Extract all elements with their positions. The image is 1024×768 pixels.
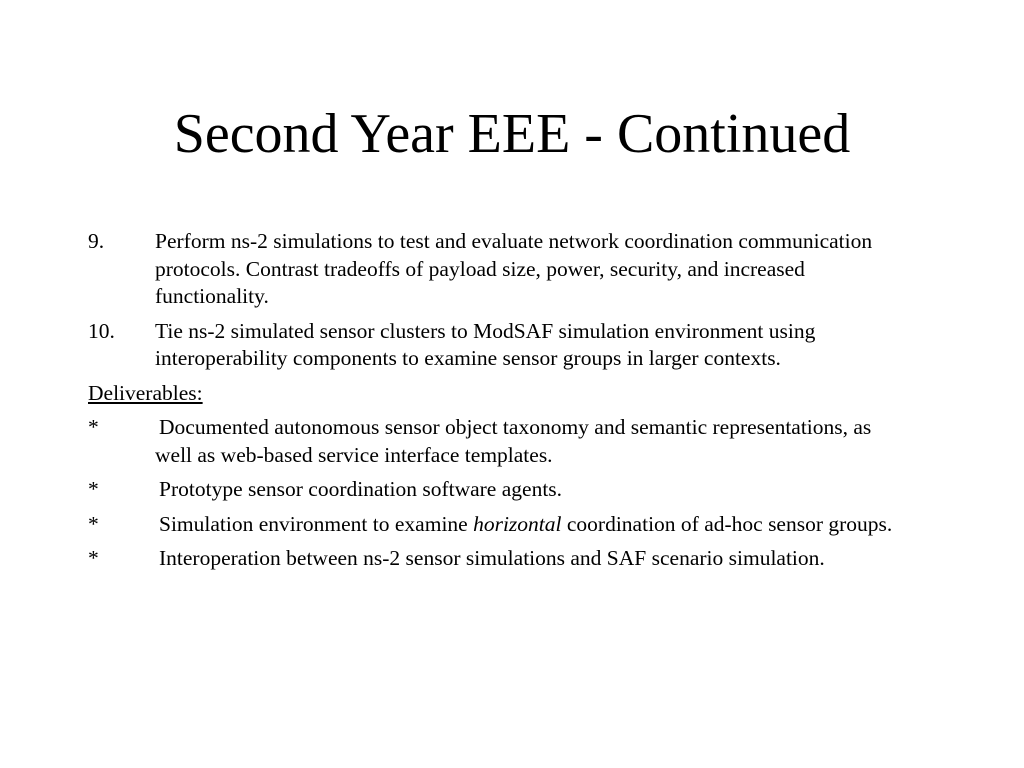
- deliverable-item: [88, 476, 908, 504]
- bullet-marker: *: [88, 477, 99, 501]
- slide-body: [88, 228, 908, 580]
- item-text: Tie ns-2 simulated sensor clusters to ModSAF simulation environment using interoperability components to examine sensor groups in larger contexts.: [155, 318, 816, 370]
- deliverable-item: [88, 545, 908, 573]
- deliverable-text-italic: horizontal: [473, 511, 562, 536]
- deliverable-text: Interoperation between ns-2 sensor simulations and SAF scenario simulation.: [159, 546, 825, 570]
- bullet-marker: *: [88, 415, 99, 439]
- deliverable-text: [159, 512, 892, 536]
- numbered-item: [88, 228, 908, 311]
- item-text: Perform ns-2 simulations to test and evaluate network coordination communication protocols. Contrast tradeoffs of payload size, power, security, and increased functionality.: [155, 229, 873, 308]
- deliverable-text: Prototype sensor coordination software agents.: [159, 477, 563, 501]
- deliverables-heading: Deliverables:: [88, 380, 203, 405]
- deliverable-text: Documented autonomous sensor object taxonomy and semantic representations, as well as web-based service interface templates.: [155, 415, 872, 467]
- bullet-marker: *: [88, 511, 99, 536]
- deliverable-text-before: Simulation environment to examine: [159, 511, 474, 536]
- deliverable-item: [88, 511, 908, 539]
- item-number: 9.: [88, 229, 105, 253]
- bullet-marker: *: [88, 546, 99, 570]
- numbered-item: [88, 318, 908, 373]
- deliverable-text-after: coordination of ad-hoc sensor groups.: [561, 511, 893, 536]
- deliverable-item: [88, 414, 908, 469]
- slide-title: Second Year EEE - Continued: [173, 103, 851, 165]
- item-number: 10.: [88, 318, 115, 343]
